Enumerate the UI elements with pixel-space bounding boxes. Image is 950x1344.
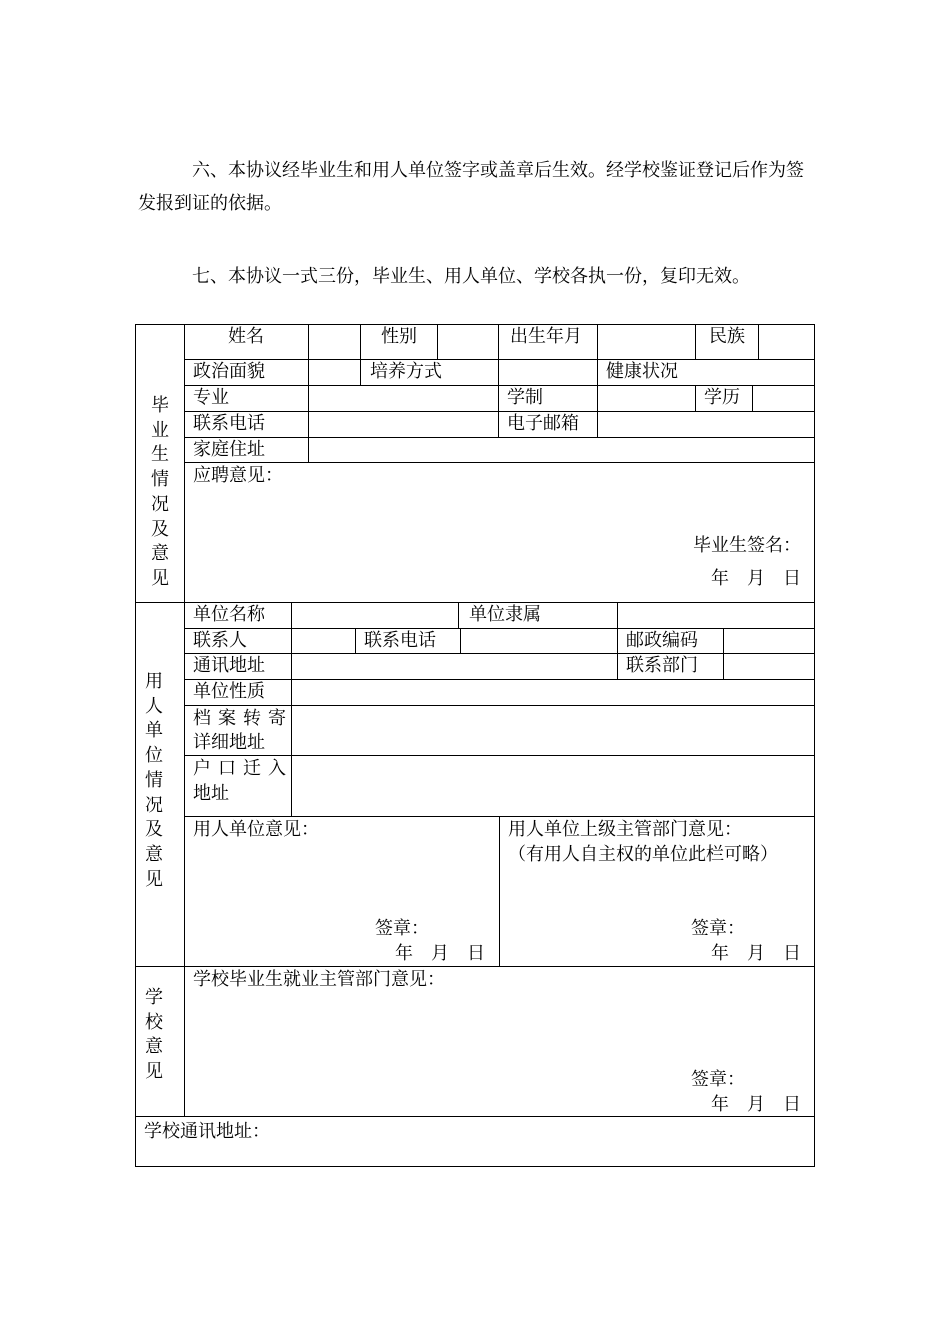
label-health: 健康状况 xyxy=(606,361,678,382)
label-employer-opinion: 用人单位意见： xyxy=(193,819,319,840)
table-rule xyxy=(695,385,696,411)
table-rule xyxy=(184,653,815,654)
label-superior-opinion: 用人单位上级主管部门意见： xyxy=(508,819,742,840)
clause-seven: 七、本协议一式三份，毕业生、用人单位、学校各执一份，复印无效。 xyxy=(192,266,750,287)
table-rule xyxy=(460,628,461,653)
table-rule xyxy=(184,359,815,360)
label-name: 姓名 xyxy=(228,326,264,347)
table-rule xyxy=(597,359,598,385)
table-rule xyxy=(355,628,356,653)
table-rule xyxy=(458,602,459,628)
employer-sign-label: 签章： xyxy=(375,918,429,939)
table-rule xyxy=(184,679,815,680)
label-contact-person: 联系人 xyxy=(193,630,247,651)
table-rule xyxy=(184,705,815,706)
superior-sign-label: 签章： xyxy=(691,918,745,939)
label-major: 专业 xyxy=(193,387,229,408)
label-employer-phone: 联系电话 xyxy=(364,630,436,651)
label-application-opinion: 应聘意见： xyxy=(193,465,283,486)
table-rule xyxy=(135,602,815,603)
label-archive-line1: 档案转寄 xyxy=(193,708,293,729)
graduate-section-title: 毕业生情况及意见 xyxy=(151,395,169,589)
table-rule xyxy=(135,1166,815,1167)
table-rule xyxy=(308,324,309,462)
table-rule xyxy=(135,324,815,325)
table-rule xyxy=(135,1116,815,1117)
table-rule xyxy=(617,628,618,679)
table-rule xyxy=(184,628,815,629)
graduate-signature-label: 毕业生签名： xyxy=(693,535,801,556)
table-rule xyxy=(184,462,815,463)
table-rule xyxy=(360,324,361,385)
label-hukou-line1: 户口迁入 xyxy=(193,758,293,779)
label-unit-type: 单位性质 xyxy=(193,681,265,702)
table-rule xyxy=(597,324,598,359)
label-postcode: 邮政编码 xyxy=(626,630,698,651)
school-sign-label: 签章： xyxy=(691,1069,745,1090)
superior-date: 年 月 日 xyxy=(711,943,801,964)
table-rule xyxy=(184,385,815,386)
label-ethnicity: 民族 xyxy=(709,326,745,347)
employer-date: 年 月 日 xyxy=(395,943,485,964)
table-rule xyxy=(135,324,136,1167)
school-date: 年 月 日 xyxy=(711,1094,801,1115)
clause-six: 六、本协议经毕业生和用人单位签字或盖章后生效。经学校鉴证登记后作为签发报到证的依据。 xyxy=(138,160,804,214)
label-affiliation: 单位隶属 xyxy=(469,604,541,625)
table-rule xyxy=(184,324,185,1116)
label-email: 电子邮箱 xyxy=(507,413,579,434)
table-rule xyxy=(752,385,753,411)
school-section-title: 学校意见 xyxy=(145,987,163,1083)
table-rule xyxy=(135,966,815,967)
label-duration: 学制 xyxy=(507,387,543,408)
label-phone: 联系电话 xyxy=(193,413,265,434)
table-rule xyxy=(814,324,815,1167)
label-training-mode: 培养方式 xyxy=(370,361,442,382)
table-rule xyxy=(723,628,724,679)
table-rule xyxy=(597,385,598,437)
label-education: 学历 xyxy=(704,387,740,408)
label-unit-name: 单位名称 xyxy=(193,604,265,625)
label-birth-date: 出生年月 xyxy=(510,326,582,347)
label-mailing-address: 通讯地址 xyxy=(193,655,265,676)
employment-agreement-form xyxy=(135,324,815,1167)
table-rule xyxy=(695,324,696,359)
label-home-address: 家庭住址 xyxy=(193,439,265,460)
table-rule xyxy=(437,324,438,359)
label-gender: 性别 xyxy=(381,326,417,347)
table-rule xyxy=(184,437,815,438)
graduate-date: 年 月 日 xyxy=(711,568,801,589)
label-superior-note: （有用人自主权的单位此栏可略） xyxy=(508,844,778,865)
table-rule xyxy=(499,816,500,966)
employer-section-title: 用人单位情况及意见 xyxy=(145,671,163,890)
table-rule xyxy=(184,411,815,412)
label-archive-line2: 详细地址 xyxy=(193,732,265,753)
label-contact-department: 联系部门 xyxy=(626,655,698,676)
table-rule xyxy=(758,324,759,359)
label-hukou-line2: 地址 xyxy=(193,783,229,804)
label-school-address: 学校通讯地址： xyxy=(144,1121,270,1142)
label-school-opinion: 学校毕业生就业主管部门意见： xyxy=(193,969,445,990)
table-rule xyxy=(617,602,618,628)
label-political-status: 政治面貌 xyxy=(193,361,265,382)
table-rule xyxy=(498,324,499,437)
table-rule xyxy=(184,755,815,756)
